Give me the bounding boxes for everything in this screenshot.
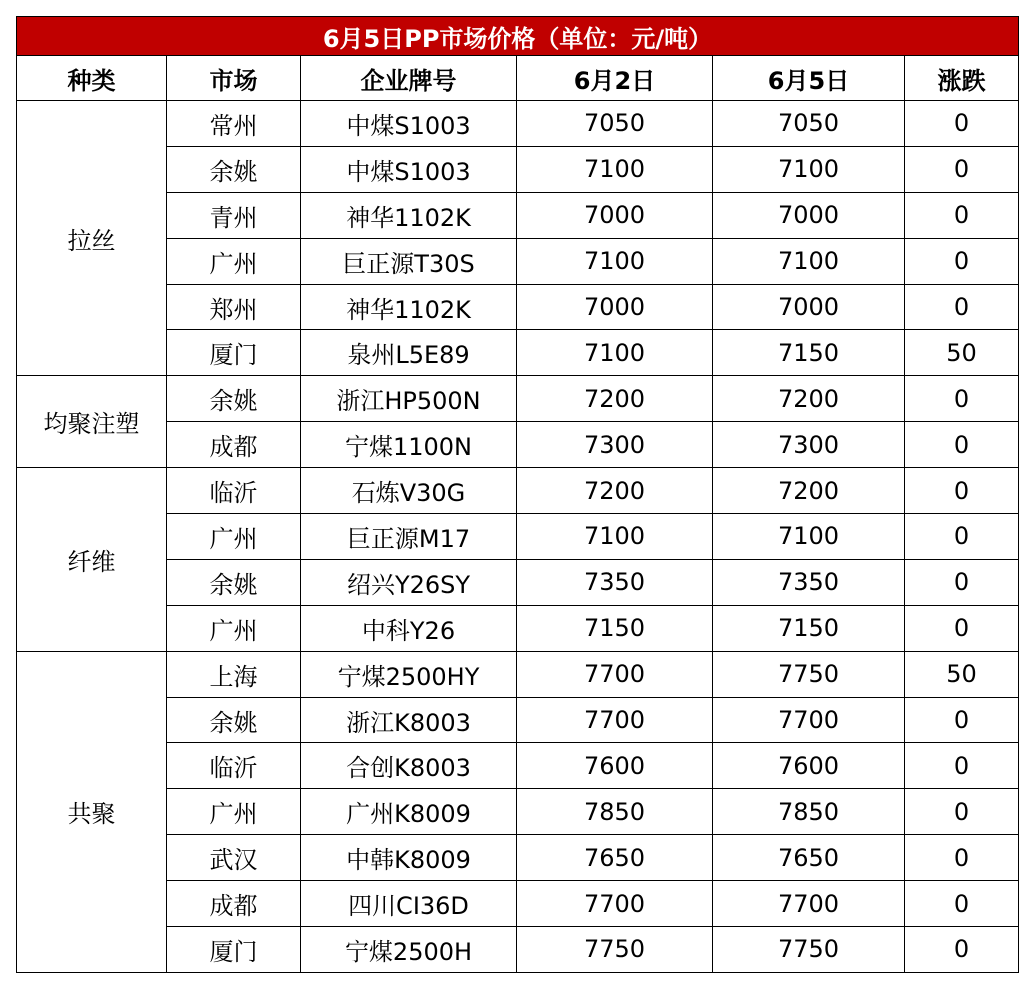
jun5-price-cell: 7650 xyxy=(713,835,905,881)
jun2-price-cell: 7650 xyxy=(517,835,713,881)
market-cell: 广州 xyxy=(167,605,301,651)
jun2-price-cell: 7200 xyxy=(517,376,713,422)
brand-cell: 宁煤2500HY xyxy=(301,651,517,697)
market-cell: 郑州 xyxy=(167,284,301,330)
jun2-price-cell: 7350 xyxy=(517,559,713,605)
table-row xyxy=(17,605,1019,651)
table-row xyxy=(17,927,1019,973)
change-cell: 0 xyxy=(905,468,1019,514)
change-cell: 0 xyxy=(905,514,1019,560)
jun2-price-cell: 7100 xyxy=(517,514,713,560)
table-row xyxy=(17,146,1019,192)
jun5-price-cell: 7100 xyxy=(713,238,905,284)
brand-cell: 中煤S1003 xyxy=(301,146,517,192)
market-cell: 临沂 xyxy=(167,468,301,514)
jun5-price-cell: 7350 xyxy=(713,559,905,605)
change-cell: 0 xyxy=(905,835,1019,881)
table-row xyxy=(17,789,1019,835)
change-cell: 0 xyxy=(905,192,1019,238)
jun5-price-cell: 7300 xyxy=(713,422,905,468)
change-cell: 50 xyxy=(905,651,1019,697)
table-row xyxy=(17,192,1019,238)
jun2-price-cell: 7100 xyxy=(517,330,713,376)
brand-cell: 宁煤1100N xyxy=(301,422,517,468)
table-row xyxy=(17,284,1019,330)
change-cell: 0 xyxy=(905,284,1019,330)
market-cell: 常州 xyxy=(167,101,301,147)
jun5-price-cell: 7700 xyxy=(713,697,905,743)
jun2-price-cell: 7850 xyxy=(517,789,713,835)
jun2-price-cell: 7700 xyxy=(517,651,713,697)
brand-cell: 绍兴Y26SY xyxy=(301,559,517,605)
jun5-price-cell: 7750 xyxy=(713,927,905,973)
jun5-price-cell: 7600 xyxy=(713,743,905,789)
table-row xyxy=(17,330,1019,376)
market-cell: 武汉 xyxy=(167,835,301,881)
jun2-price-cell: 7700 xyxy=(517,881,713,927)
table-row xyxy=(17,238,1019,284)
change-cell: 0 xyxy=(905,927,1019,973)
change-cell: 0 xyxy=(905,605,1019,651)
jun5-price-cell: 7100 xyxy=(713,146,905,192)
change-cell: 0 xyxy=(905,559,1019,605)
jun5-price-cell: 7150 xyxy=(713,605,905,651)
market-cell: 成都 xyxy=(167,881,301,927)
price-table xyxy=(16,16,1019,973)
jun2-price-cell: 7700 xyxy=(517,697,713,743)
change-cell: 0 xyxy=(905,881,1019,927)
table-row xyxy=(17,881,1019,927)
market-cell: 上海 xyxy=(167,651,301,697)
header-row xyxy=(17,56,1019,101)
table-row xyxy=(17,514,1019,560)
jun5-price-cell: 7200 xyxy=(713,376,905,422)
change-cell: 0 xyxy=(905,101,1019,147)
brand-cell: 泉州L5E89 xyxy=(301,330,517,376)
jun2-price-cell: 7100 xyxy=(517,146,713,192)
market-cell: 青州 xyxy=(167,192,301,238)
change-cell: 0 xyxy=(905,238,1019,284)
brand-cell: 宁煤2500H xyxy=(301,927,517,973)
jun2-price-cell: 7000 xyxy=(517,192,713,238)
table-body xyxy=(17,101,1019,973)
brand-cell: 巨正源T30S xyxy=(301,238,517,284)
jun5-price-cell: 7200 xyxy=(713,468,905,514)
brand-cell: 石炼V30G xyxy=(301,468,517,514)
brand-cell: 浙江K8003 xyxy=(301,697,517,743)
change-cell: 0 xyxy=(905,146,1019,192)
category-cell: 纤维 xyxy=(17,468,167,652)
jun2-price-cell: 7300 xyxy=(517,422,713,468)
table-row xyxy=(17,101,1019,147)
table-row xyxy=(17,651,1019,697)
jun5-price-cell: 7050 xyxy=(713,101,905,147)
brand-cell: 神华1102K xyxy=(301,284,517,330)
market-cell: 广州 xyxy=(167,514,301,560)
jun2-price-cell: 7150 xyxy=(517,605,713,651)
header-change: 涨跌 xyxy=(905,56,1019,101)
market-cell: 厦门 xyxy=(167,330,301,376)
jun5-price-cell: 7150 xyxy=(713,330,905,376)
table-row xyxy=(17,835,1019,881)
jun5-price-cell: 7850 xyxy=(713,789,905,835)
table-row xyxy=(17,422,1019,468)
jun5-price-cell: 7000 xyxy=(713,284,905,330)
jun2-price-cell: 7100 xyxy=(517,238,713,284)
jun5-price-cell: 7750 xyxy=(713,651,905,697)
header-market: 市场 xyxy=(167,56,301,101)
market-cell: 广州 xyxy=(167,789,301,835)
brand-cell: 神华1102K xyxy=(301,192,517,238)
header-category: 种类 xyxy=(17,56,167,101)
brand-cell: 合创K8003 xyxy=(301,743,517,789)
brand-cell: 浙江HP500N xyxy=(301,376,517,422)
header-jun5: 6月5日 xyxy=(713,56,905,101)
jun2-price-cell: 7750 xyxy=(517,927,713,973)
category-cell: 拉丝 xyxy=(17,101,167,376)
change-cell: 0 xyxy=(905,743,1019,789)
change-cell: 0 xyxy=(905,697,1019,743)
brand-cell: 四川CI36D xyxy=(301,881,517,927)
header-jun2: 6月2日 xyxy=(517,56,713,101)
category-cell: 共聚 xyxy=(17,651,167,972)
table-row xyxy=(17,559,1019,605)
jun2-price-cell: 7600 xyxy=(517,743,713,789)
table-title: 6月5日PP市场价格（单位：元/吨） xyxy=(17,17,1019,56)
change-cell: 0 xyxy=(905,422,1019,468)
category-cell: 均聚注塑 xyxy=(17,376,167,468)
brand-cell: 巨正源M17 xyxy=(301,514,517,560)
table-row xyxy=(17,743,1019,789)
market-cell: 余姚 xyxy=(167,376,301,422)
market-cell: 厦门 xyxy=(167,927,301,973)
table-row xyxy=(17,376,1019,422)
brand-cell: 中科Y26 xyxy=(301,605,517,651)
market-cell: 成都 xyxy=(167,422,301,468)
market-cell: 余姚 xyxy=(167,697,301,743)
jun5-price-cell: 7700 xyxy=(713,881,905,927)
market-cell: 临沂 xyxy=(167,743,301,789)
change-cell: 0 xyxy=(905,376,1019,422)
change-cell: 0 xyxy=(905,789,1019,835)
jun5-price-cell: 7100 xyxy=(713,514,905,560)
header-brand: 企业牌号 xyxy=(301,56,517,101)
jun2-price-cell: 7000 xyxy=(517,284,713,330)
brand-cell: 中韩K8009 xyxy=(301,835,517,881)
market-cell: 余姚 xyxy=(167,146,301,192)
change-cell: 50 xyxy=(905,330,1019,376)
table-row xyxy=(17,468,1019,514)
jun5-price-cell: 7000 xyxy=(713,192,905,238)
brand-cell: 中煤S1003 xyxy=(301,101,517,147)
market-cell: 广州 xyxy=(167,238,301,284)
jun2-price-cell: 7200 xyxy=(517,468,713,514)
brand-cell: 广州K8009 xyxy=(301,789,517,835)
jun2-price-cell: 7050 xyxy=(517,101,713,147)
market-cell: 余姚 xyxy=(167,559,301,605)
table-row xyxy=(17,697,1019,743)
